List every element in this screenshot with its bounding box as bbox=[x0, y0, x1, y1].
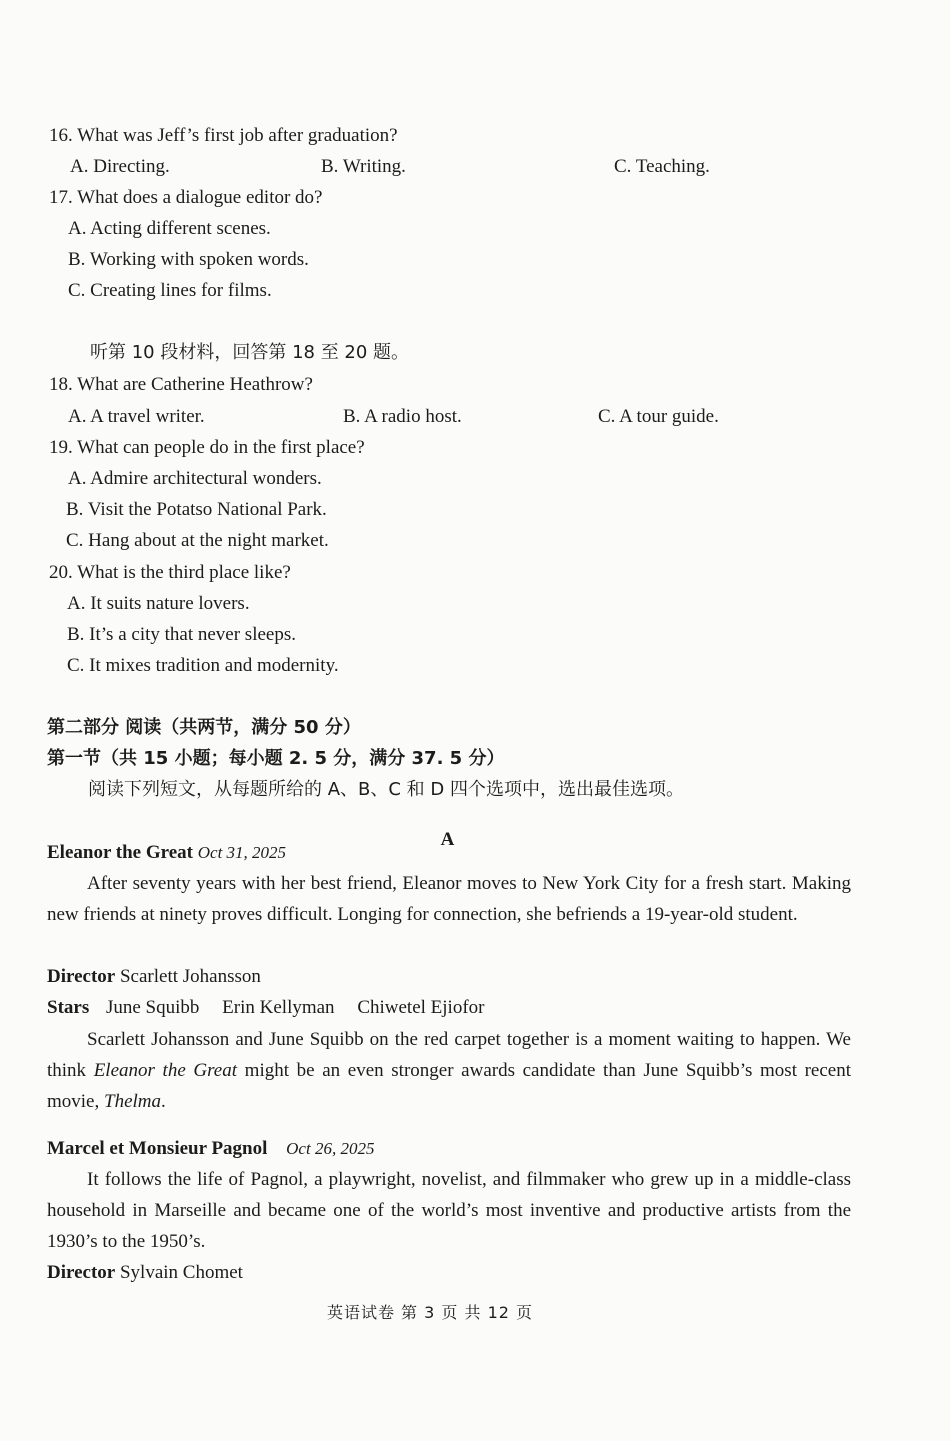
question-17-option-c: C. Creating lines for films. bbox=[68, 280, 272, 301]
movie-1-director-label: Director bbox=[47, 966, 116, 987]
question-20-stem: 20. What is the third place like? bbox=[49, 562, 291, 583]
movie-2-director-line bbox=[47, 1257, 243, 1288]
question-19-option-a: A. Admire architectural wonders. bbox=[68, 468, 322, 489]
question-20-option-a: A. It suits nature lovers. bbox=[67, 593, 250, 614]
movie-2-title: Marcel et Monsieur Pagnol bbox=[47, 1138, 268, 1159]
question-19-option-b: B. Visit the Potatso National Park. bbox=[66, 499, 327, 520]
question-19-option-c: C. Hang about at the night market. bbox=[66, 530, 329, 551]
question-18-stem: 18. What are Catherine Heathrow? bbox=[49, 374, 313, 395]
movie-1-star-1: June Squibb bbox=[105, 997, 200, 1018]
movie-1-comment-title: Eleanor the Great bbox=[93, 1060, 238, 1081]
movie-2-synopsis: It follows the life of Pagnol, a playwright, novelist, and filmmaker who grew up in a middle-class household in Marseille and became one of the world’s most inventive and productive artists from the 1930’s to the 1950’s. bbox=[47, 1169, 851, 1252]
movie-2-director: Sylvain Chomet bbox=[119, 1262, 243, 1283]
question-17-stem: 17. What does a dialogue editor do? bbox=[49, 187, 323, 208]
question-16-stem: 16. What was Jeff’s first job after graduation? bbox=[49, 125, 398, 146]
movie-1-title: Eleanor the Great bbox=[47, 842, 193, 863]
movie-1-star-3: Chiwetel Ejiofor bbox=[357, 997, 485, 1018]
question-18-option-c: C. A tour guide. bbox=[598, 406, 719, 427]
question-17-option-a: A. Acting different scenes. bbox=[68, 218, 271, 239]
question-20-option-c: C. It mixes tradition and modernity. bbox=[67, 655, 339, 676]
question-16-option-c: C. Teaching. bbox=[614, 156, 710, 177]
movie-2-date: Oct 26, 2025 bbox=[286, 1139, 375, 1158]
movie-1-director: Scarlett Johansson bbox=[119, 966, 261, 987]
movie-2-director-label: Director bbox=[47, 1262, 116, 1283]
question-20-option-b: B. It’s a city that never sleeps. bbox=[67, 624, 296, 645]
question-18-option-a: A. A travel writer. bbox=[68, 406, 205, 427]
passage-letter: A bbox=[440, 829, 455, 850]
movie-1-comment-title-2: Thelma bbox=[104, 1091, 161, 1112]
movie-1-director-line bbox=[47, 961, 261, 992]
question-16-option-b: B. Writing. bbox=[321, 156, 406, 177]
movie-1-synopsis: After seventy years with her best friend, Eleanor moves to New York City for a fresh start. Making new friends at ninety proves difficult. Longing for connection, she befriends a 19-year-old student. bbox=[47, 873, 851, 925]
question-17-option-b: B. Working with spoken words. bbox=[68, 249, 309, 270]
movie-1-stars-line bbox=[47, 992, 484, 1023]
reading-instruction: 阅读下列短文，从每题所给的 A、B、C 和 D 四个选项中，选出最佳选项。 bbox=[88, 779, 684, 800]
movie-2-header bbox=[47, 1133, 374, 1164]
movie-1-comment-part-1: Scarlett Johansson and June Squibb on the red carpet together is a moment waiting to happen. We think bbox=[47, 1029, 851, 1081]
listening-section-10-instruction: 听第 10 段材料，回答第 18 至 20 题。 bbox=[90, 342, 410, 363]
movie-1-comment-end: . bbox=[161, 1091, 166, 1112]
movie-1-star-2: Erin Kellyman bbox=[222, 997, 335, 1018]
movie-1-stars-label: Stars bbox=[47, 997, 90, 1018]
part-2-section-1-heading: 第一节（共 15 小题；每小题 2. 5 分，满分 37. 5 分） bbox=[47, 748, 505, 769]
part-2-heading: 第二部分 阅读（共两节，满分 50 分） bbox=[47, 717, 361, 738]
movie-1-date: Oct 31, 2025 bbox=[197, 843, 287, 862]
question-18-option-b: B. A radio host. bbox=[343, 406, 462, 427]
movie-1-comment bbox=[47, 1024, 851, 1117]
page-footer: 英语试卷 第 3 页 共 12 页 bbox=[326, 1303, 534, 1322]
movie-1-comment-part-2: might be an even stronger awards candidate than June Squibb’s most recent movie, bbox=[47, 1060, 852, 1112]
movie-1-header bbox=[47, 837, 286, 868]
question-16-option-a: A. Directing. bbox=[70, 156, 170, 177]
question-19-stem: 19. What can people do in the first place? bbox=[49, 437, 365, 458]
